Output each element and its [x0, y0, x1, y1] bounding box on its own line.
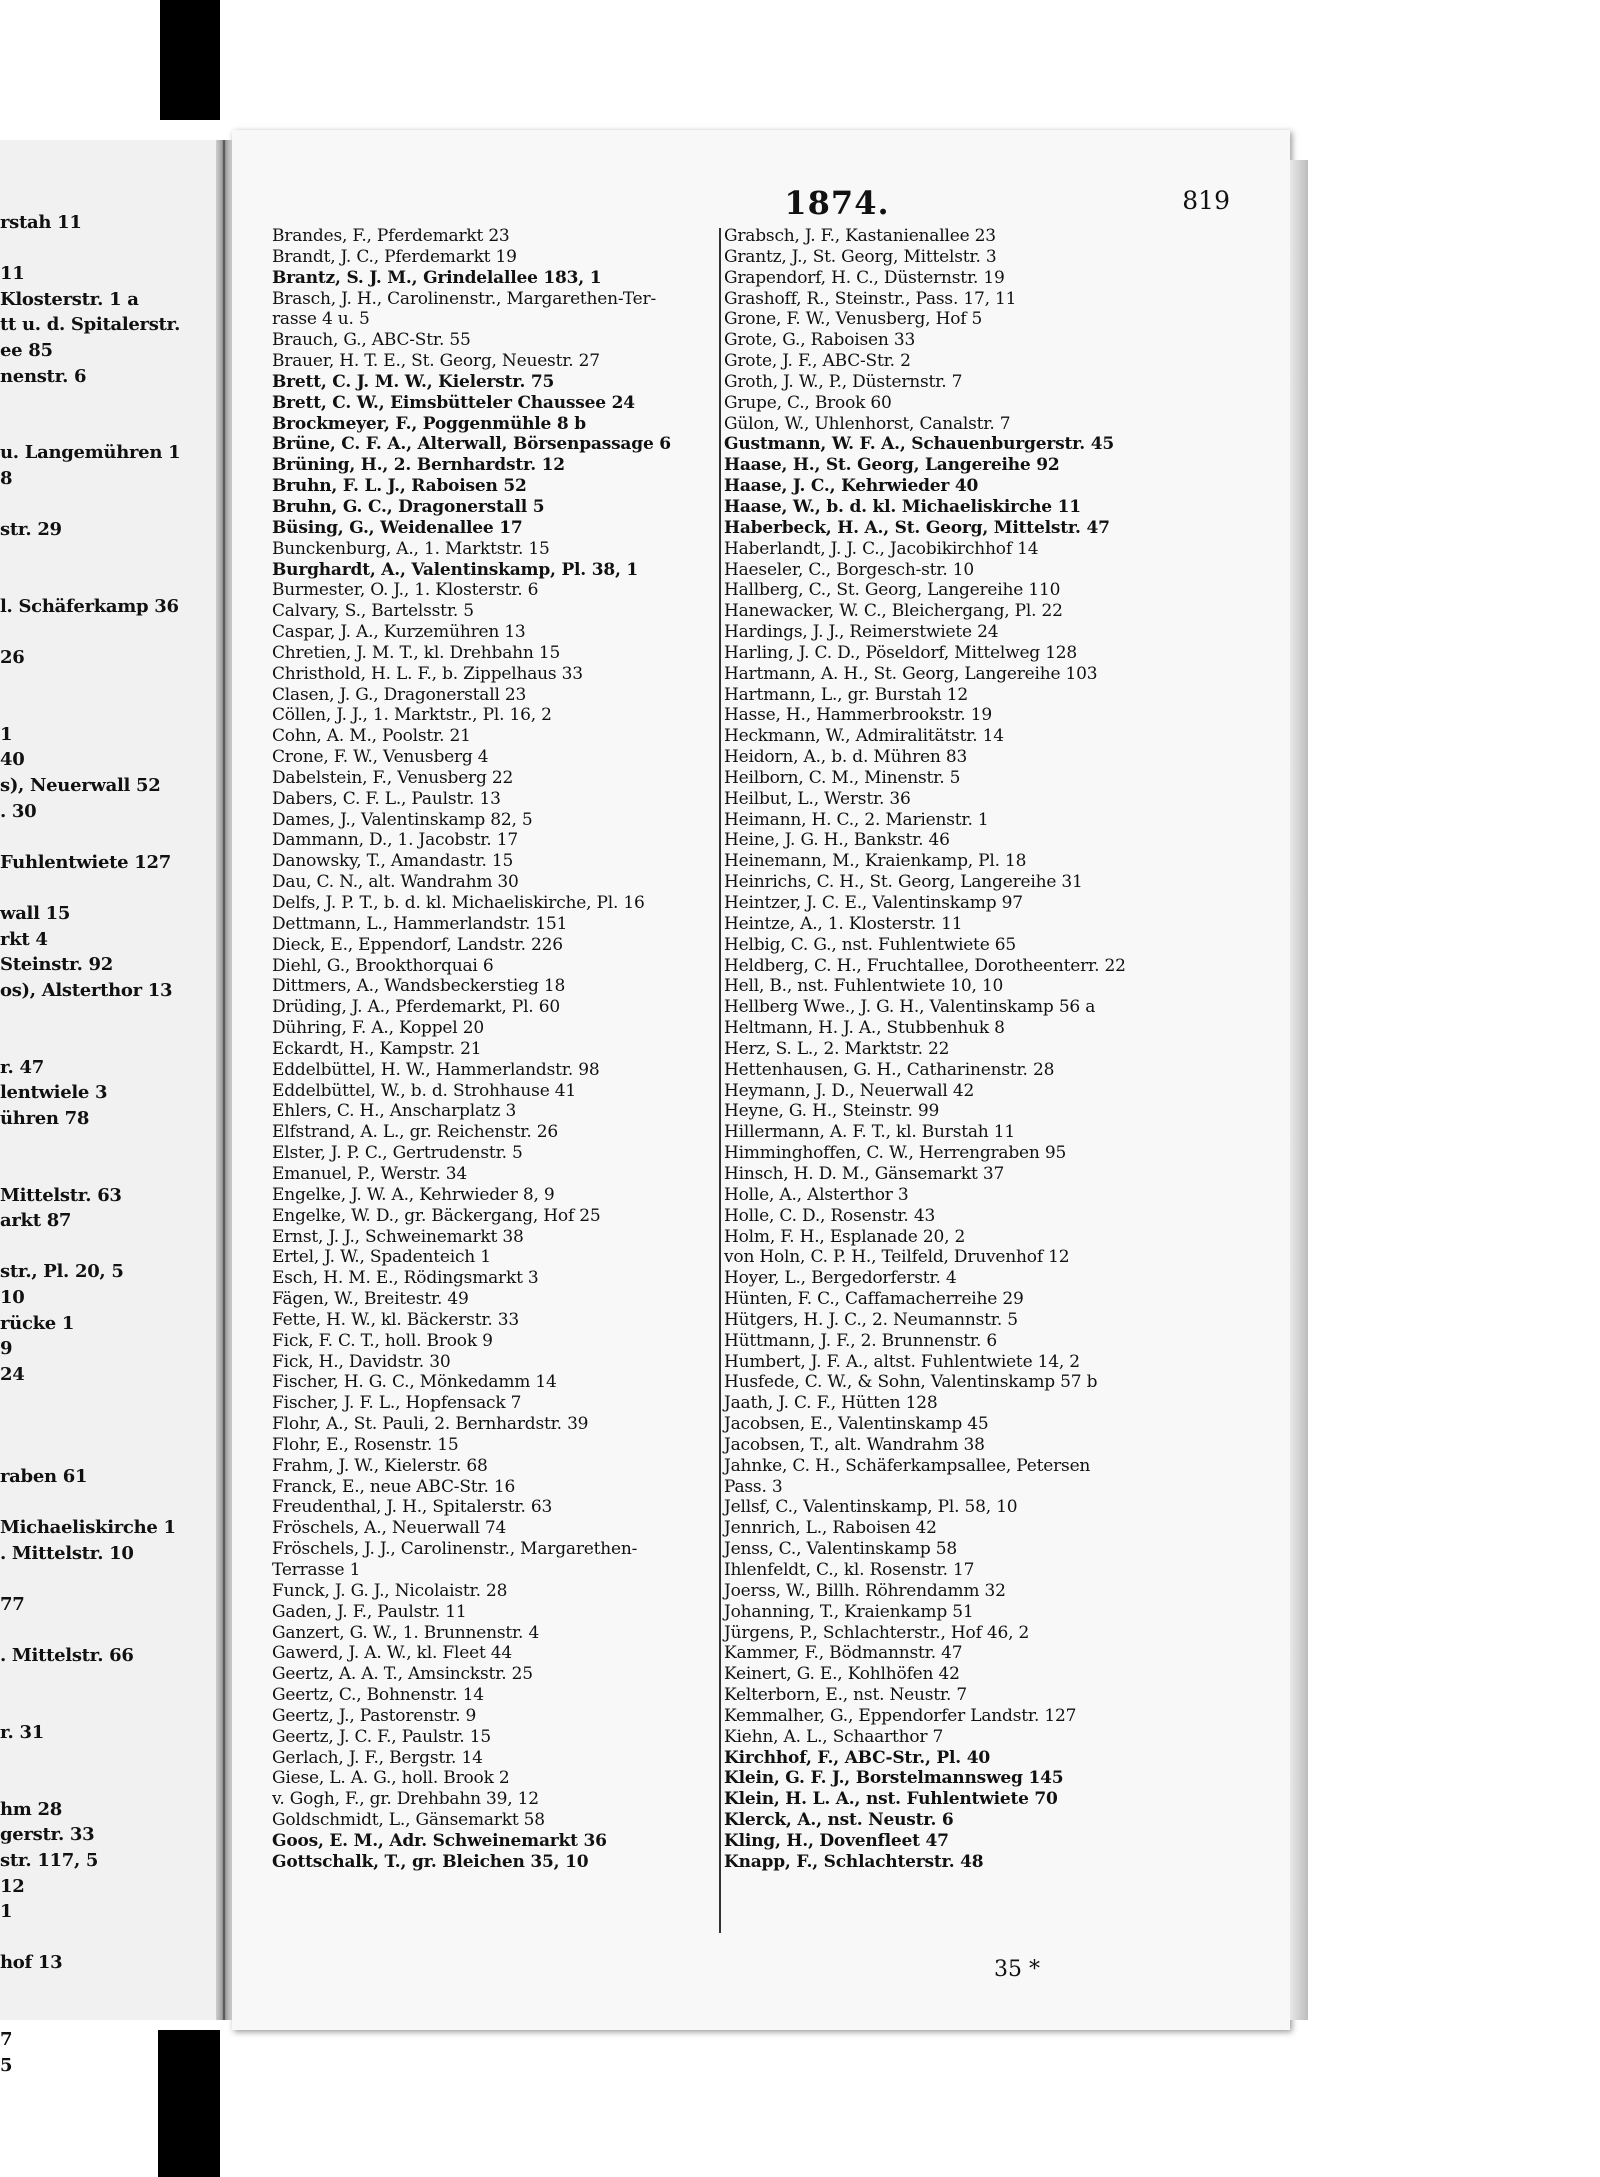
left-page-line: arkt 87 — [0, 1210, 72, 1232]
directory-entry: Terrasse 1 — [272, 1560, 361, 1580]
left-page-line: r. 31 — [0, 1722, 44, 1744]
directory-entry: Grone, F. W., Venusberg, Hof 5 — [724, 309, 983, 330]
left-page-line — [0, 568, 218, 594]
left-page-line — [0, 1490, 218, 1516]
left-page-line — [0, 1387, 218, 1413]
directory-entry: Fischer, J. F. L., Hopfensack 7 — [272, 1393, 522, 1414]
left-page-line: Steinstr. 92 — [0, 954, 113, 976]
directory-entry: Cohn, A. M., Poolstr. 21 — [272, 726, 471, 747]
left-page-line: l. Schäferkamp 36 — [0, 595, 179, 617]
directory-entry: Heidorn, A., b. d. Mühren 83 — [724, 747, 968, 768]
left-page-line: 24 — [0, 1363, 25, 1385]
directory-entry: Haeseler, C., Borgesch-str. 10 — [724, 559, 974, 580]
directory-entry: Danowsky, T., Amandastr. 15 — [272, 851, 514, 872]
directory-entry: Gustmann, W. F. A., Schauenburgerstr. 45 — [724, 434, 1114, 455]
directory-entry: Brüning, H., 2. Bernhardstr. 12 — [272, 455, 565, 476]
directory-entry: Engelke, J. W. A., Kehrwieder 8, 9 — [272, 1184, 555, 1205]
left-page-line: wall 15 — [0, 903, 71, 925]
left-page-line — [0, 1234, 218, 1260]
left-page-line: 1 — [0, 1901, 13, 1923]
directory-entry: Heymann, J. D., Neuerwall 42 — [724, 1080, 975, 1101]
left-page-line: 12 — [0, 1875, 25, 1897]
directory-entry: Hillermann, A. F. T., kl. Burstah 11 — [724, 1122, 1015, 1143]
directory-entry: Johanning, T., Kraienkamp 51 — [724, 1601, 974, 1622]
left-page-line — [0, 543, 218, 569]
directory-entry: Burmester, O. J., 1. Klosterstr. 6 — [272, 580, 539, 601]
left-page-lines — [0, 210, 218, 2078]
left-page-line — [0, 1771, 218, 1797]
left-page-line: Klosterstr. 1 a — [0, 288, 139, 310]
page-number: 819 — [1182, 186, 1230, 215]
directory-entry: Ihlenfeldt, C., kl. Rosenstr. 17 — [724, 1560, 975, 1580]
directory-page — [232, 130, 1290, 2030]
directory-entry: Clasen, J. G., Dragonerstall 23 — [272, 684, 527, 705]
directory-entry: Kirchhof, F., ABC-Str., Pl. 40 — [724, 1747, 990, 1768]
directory-entry: Ganzert, G. W., 1. Brunnenstr. 4 — [272, 1622, 540, 1643]
left-page-line: Mittelstr. 63 — [0, 1184, 122, 1206]
left-page-line — [0, 1439, 218, 1465]
directory-entry: Jaath, J. C. F., Hütten 128 — [724, 1393, 938, 1414]
directory-entry: Bruhn, F. L. J., Raboisen 52 — [272, 476, 527, 497]
directory-entry: Gaden, J. F., Paulstr. 11 — [272, 1601, 467, 1622]
left-page-line: hm 28 — [0, 1798, 62, 1820]
left-page-line: 11 — [0, 263, 25, 285]
directory-entry: Funck, J. G. J., Nicolaistr. 28 — [272, 1580, 508, 1601]
directory-entry: Dabelstein, F., Venusberg 22 — [272, 767, 514, 788]
left-page-line: 9 — [0, 1338, 13, 1360]
directory-entry: Giese, L. A. G., holl. Brook 2 — [272, 1768, 510, 1789]
directory-entry: Jennrich, L., Raboisen 42 — [724, 1518, 937, 1539]
directory-entry: Hüttmann, J. F., 2. Brunnenstr. 6 — [724, 1330, 997, 1351]
page-year-heading: 1874. — [784, 184, 890, 222]
directory-entry: Calvary, S., Bartelsstr. 5 — [272, 601, 474, 622]
left-page-line: Fuhlentwiete 127 — [0, 851, 171, 873]
left-page-line: rücke 1 — [0, 1312, 75, 1334]
directory-entry: Geertz, J. C. F., Paulstr. 15 — [272, 1726, 491, 1747]
directory-entry: Esch, H. M. E., Rödingsmarkt 3 — [272, 1268, 539, 1289]
left-page-line: 7 — [0, 2029, 13, 2051]
left-page-fragment — [0, 140, 218, 2076]
left-page-line: ühren 78 — [0, 1107, 90, 1129]
directory-entry: Flohr, E., Rosenstr. 15 — [272, 1434, 459, 1455]
directory-entry: Grupe, C., Brook 60 — [724, 392, 892, 413]
directory-entry: Goos, E. M., Adr. Schweinemarkt 36 — [272, 1830, 607, 1851]
left-page-line: ee 85 — [0, 339, 53, 361]
directory-entry: Flohr, A., St. Pauli, 2. Bernhardstr. 39 — [272, 1414, 589, 1435]
directory-entry: Heinemann, M., Kraienkamp, Pl. 18 — [724, 851, 1027, 872]
directory-entry: Husfede, C. W., & Sohn, Valentinskamp 57 b — [724, 1372, 1098, 1393]
directory-entry: Eddelbüttel, W., b. d. Strohhause 41 — [272, 1080, 577, 1101]
directory-entry: Brett, C. W., Eimsbütteler Chaussee 24 — [272, 392, 635, 413]
left-page-line: u. Langemühren 1 — [0, 442, 181, 464]
left-page-line — [0, 1413, 218, 1439]
directory-entry: Haberbeck, H. A., St. Georg, Mittelstr. 47 — [724, 517, 1110, 538]
directory-entry: Jenss, C., Valentinskamp 58 — [724, 1539, 958, 1560]
left-page-line — [0, 1566, 218, 1592]
directory-entry: Haase, J. C., Kehrwieder 40 — [724, 476, 979, 497]
directory-entry: Kling, H., Dovenfleet 47 — [724, 1830, 949, 1851]
directory-entry: Brauer, H. T. E., St. Georg, Neuestr. 27 — [272, 351, 600, 372]
directory-entry: Dau, C. N., alt. Wandrahm 30 — [272, 872, 519, 893]
directory-entry: Gawerd, J. A. W., kl. Fleet 44 — [272, 1643, 513, 1664]
directory-entry: rasse 4 u. 5 — [272, 309, 370, 330]
left-page-line — [0, 1618, 218, 1644]
directory-entry: Kiehn, A. L., Schaarthor 7 — [724, 1726, 944, 1747]
directory-entry: Grashoff, R., Steinstr., Pass. 17, 11 — [724, 288, 1017, 309]
left-page-line: os), Alsterthor 13 — [0, 979, 173, 1001]
left-page-line: 10 — [0, 1286, 25, 1308]
left-page-line: . Mittelstr. 10 — [0, 1542, 134, 1564]
left-page-line — [0, 620, 218, 646]
directory-entry: Dieck, E., Eppendorf, Landstr. 226 — [272, 934, 563, 955]
directory-entry: Pass. 3 — [724, 1476, 783, 1497]
directory-entry: Fägen, W., Breitestr. 49 — [272, 1289, 469, 1310]
book-gutter — [216, 140, 232, 2020]
directory-entry: Hinsch, H. D. M., Gänsemarkt 37 — [724, 1163, 1005, 1184]
left-page-line: Michaeliskirche 1 — [0, 1517, 176, 1539]
directory-entry: Caspar, J. A., Kurzemühren 13 — [272, 622, 526, 643]
directory-entry: Eddelbüttel, H. W., Hammerlandstr. 98 — [272, 1059, 600, 1080]
directory-entry: Heimann, H. C., 2. Marienstr. 1 — [724, 809, 989, 830]
directory-entry: Klerck, A., nst. Neustr. 6 — [724, 1810, 954, 1831]
directory-entry: Bunckenburg, A., 1. Marktstr. 15 — [272, 538, 550, 559]
directory-entry: Humbert, J. F. A., altst. Fuhlentwiete 14, 2 — [724, 1351, 1080, 1372]
directory-entry: Hütgers, H. J. C., 2. Neumannstr. 5 — [724, 1309, 1018, 1330]
directory-entry: Grote, G., Raboisen 33 — [724, 330, 916, 351]
directory-entry: Kemmalher, G., Eppendorfer Landstr. 127 — [724, 1705, 1077, 1726]
directory-entry: Heilbut, L., Werstr. 36 — [724, 788, 911, 809]
directory-entry: Geertz, A. A. T., Amsinckstr. 25 — [272, 1664, 533, 1685]
left-page-line: 26 — [0, 647, 25, 669]
directory-entry: Emanuel, P., Werstr. 34 — [272, 1163, 468, 1184]
directory-entry: Brett, C. J. M. W., Kielerstr. 75 — [272, 371, 555, 392]
left-page-line — [0, 1976, 218, 2002]
directory-entry: Gottschalk, T., gr. Bleichen 35, 10 — [272, 1851, 589, 1872]
directory-entry: Dabers, C. F. L., Paulstr. 13 — [272, 788, 501, 809]
directory-entry: Frahm, J. W., Kielerstr. 68 — [272, 1455, 488, 1476]
directory-entry: Grapendorf, H. C., Düsternstr. 19 — [724, 267, 1005, 288]
left-page-line — [0, 1694, 218, 1720]
directory-entry: Klein, H. L. A., nst. Fuhlentwiete 70 — [724, 1789, 1058, 1810]
left-page-line: 77 — [0, 1594, 25, 1616]
left-page-line — [0, 1669, 218, 1695]
directory-entry: Hanewacker, W. C., Bleichergang, Pl. 22 — [724, 601, 1063, 622]
directory-entry: Kammer, F., Bödmannstr. 47 — [724, 1643, 963, 1664]
directory-entry: Heldberg, C. H., Fruchtallee, Dorotheenterr. 22 — [724, 955, 1126, 976]
directory-entry: Diehl, G., Brookthorquai 6 — [272, 955, 494, 976]
left-page-line: . Mittelstr. 66 — [0, 1645, 134, 1667]
directory-entry: Heyne, G. H., Steinstr. 99 — [724, 1101, 940, 1122]
directory-entry: Fick, F. C. T., holl. Brook 9 — [272, 1330, 493, 1351]
directory-entry: Hoyer, L., Bergedorferstr. 4 — [724, 1268, 957, 1289]
left-page-line — [0, 1925, 218, 1951]
left-page-line: str., Pl. 20, 5 — [0, 1261, 124, 1283]
directory-entry: Cöllen, J. J., 1. Marktstr., Pl. 16, 2 — [272, 705, 552, 726]
directory-entry: Brantz, S. J. M., Grindelallee 183, 1 — [272, 267, 602, 288]
directory-entry: Hell, B., nst. Fuhlentwiete 10, 10 — [724, 976, 1004, 997]
directory-entry: Brockmeyer, F., Poggenmühle 8 b — [272, 413, 586, 434]
left-page-line: gerstr. 33 — [0, 1824, 95, 1846]
directory-entry: Jahnke, C. H., Schäferkampsallee, Petersen — [724, 1455, 1091, 1476]
binding-tape-top — [160, 0, 220, 120]
directory-entry: Brüne, C. F. A., Alterwall, Börsenpassage 6 — [272, 434, 671, 455]
directory-entry: Delfs, J. P. T., b. d. kl. Michaeliskirche, Pl. 16 — [272, 893, 645, 913]
directory-entry: Helbig, C. G., nst. Fuhlentwiete 65 — [724, 934, 1016, 955]
directory-entry: Fröschels, J. J., Carolinenstr., Margarethen- — [272, 1539, 638, 1560]
directory-entry: Hettenhausen, G. H., Catharinenstr. 28 — [724, 1059, 1055, 1080]
directory-entry: Dammann, D., 1. Jacobstr. 17 — [272, 830, 518, 851]
directory-entry: Holm, F. H., Esplanade 20, 2 — [724, 1226, 966, 1247]
directory-entry: Hasse, H., Hammerbrookstr. 19 — [724, 705, 992, 726]
left-page-line: rstah 11 — [0, 212, 82, 233]
left-page-line: 5 — [0, 2054, 13, 2076]
directory-entry: Hardings, J. J., Reimerstwiete 24 — [724, 622, 999, 643]
directory-entry: Haase, H., St. Georg, Langereihe 92 — [724, 455, 1060, 476]
left-column — [272, 226, 752, 1873]
right-column — [724, 226, 1244, 1873]
directory-entry: Burghardt, A., Valentinskamp, Pl. 38, 1 — [272, 559, 639, 580]
directory-entry: Hellberg Wwe., J. G. H., Valentinskamp 56 a — [724, 997, 1096, 1018]
directory-entry: Brandt, J. C., Pferdemarkt 19 — [272, 246, 517, 267]
directory-entry: Jacobsen, T., alt. Wandrahm 38 — [724, 1434, 985, 1455]
left-page-line — [0, 389, 218, 415]
directory-entry: Gerlach, J. F., Bergstr. 14 — [272, 1747, 483, 1768]
directory-entry: Grabsch, J. F., Kastanienallee 23 — [724, 226, 996, 246]
left-page-line — [0, 1746, 218, 1772]
directory-entry: Goldschmidt, L., Gänsemarkt 58 — [272, 1810, 545, 1831]
left-page-line: rkt 4 — [0, 928, 48, 950]
left-page-line — [0, 1131, 218, 1157]
directory-entry: Ernst, J. J., Schweinemarkt 38 — [272, 1226, 524, 1247]
directory-entry: Brauch, G., ABC-Str. 55 — [272, 330, 471, 351]
directory-entry: Engelke, W. D., gr. Bäckergang, Hof 25 — [272, 1205, 601, 1226]
directory-entry: Heintzer, J. C. E., Valentinskamp 97 — [724, 893, 1023, 913]
directory-entry: Heinrichs, C. H., St. Georg, Langereihe 31 — [724, 872, 1083, 893]
directory-entry: Christhold, H. L. F., b. Zippelhaus 33 — [272, 663, 583, 684]
directory-entry: Harling, J. C. D., Pöseldorf, Mittelweg 128 — [724, 642, 1078, 663]
directory-entry: Herz, S. L., 2. Marktstr. 22 — [724, 1038, 950, 1059]
directory-entry: Haase, W., b. d. kl. Michaeliskirche 11 — [724, 496, 1081, 517]
directory-entry: Hartmann, A. H., St. Georg, Langereihe 103 — [724, 663, 1098, 684]
directory-entry: Gülon, W., Uhlenhorst, Canalstr. 7 — [724, 413, 1011, 434]
left-page-line: tt u. d. Spitalerstr. — [0, 314, 181, 336]
directory-entry: Fischer, H. G. C., Mönkedamm 14 — [272, 1372, 557, 1393]
directory-entry: Heltmann, H. J. A., Stubbenhuk 8 — [724, 1018, 1005, 1039]
directory-entry: Ehlers, C. H., Anscharplatz 3 — [272, 1101, 517, 1122]
directory-entry: Brasch, J. H., Carolinenstr., Margarethen-Ter- — [272, 288, 657, 309]
left-page-line: s), Neuerwall 52 — [0, 775, 161, 797]
directory-entry: Fette, H. W., kl. Bäckerstr. 33 — [272, 1309, 520, 1330]
left-page-line: 1 — [0, 723, 13, 745]
directory-entry: Holle, A., Alsterthor 3 — [724, 1184, 909, 1205]
directory-entry: Brandes, F., Pferdemarkt 23 — [272, 226, 510, 246]
directory-entry: Hallberg, C., St. Georg, Langereihe 110 — [724, 580, 1061, 601]
directory-entry: Keinert, G. E., Kohlhöfen 42 — [724, 1664, 960, 1685]
left-page-line — [0, 1029, 218, 1055]
left-page-line — [0, 696, 218, 722]
directory-entry: Jacobsen, E., Valentinskamp 45 — [724, 1414, 989, 1435]
directory-entry: Bruhn, G. C., Dragonerstall 5 — [272, 496, 545, 517]
directory-entry: Fröschels, A., Neuerwall 74 — [272, 1518, 507, 1539]
directory-entry: Dettmann, L., Hammerlandstr. 151 — [272, 913, 568, 934]
directory-entry: Grantz, J., St. Georg, Mittelstr. 3 — [724, 246, 997, 267]
directory-entry: Joerss, W., Billh. Röhrendamm 32 — [724, 1580, 1006, 1601]
left-page-line: . 30 — [0, 800, 37, 822]
column-divider — [719, 228, 721, 1933]
left-page-line — [0, 1003, 218, 1029]
directory-entry: Haberlandt, J. J. C., Jacobikirchhof 14 — [724, 538, 1039, 559]
directory-entry: Heckmann, W., Admiralitätstr. 14 — [724, 726, 1004, 747]
left-page-line: str. 29 — [0, 519, 62, 541]
left-page-line: lentwiele 3 — [0, 1082, 108, 1104]
directory-entry: Eckardt, H., Kampstr. 21 — [272, 1038, 482, 1059]
directory-entry: Heilborn, C. M., Minenstr. 5 — [724, 767, 961, 788]
directory-entry: Jellsf, C., Valentinskamp, Pl. 58, 10 — [724, 1497, 1018, 1518]
left-page-line — [0, 2002, 218, 2028]
left-page-line — [0, 824, 218, 850]
left-page-line — [0, 671, 218, 697]
left-page-line — [0, 1157, 218, 1183]
directory-entry: Jürgens, P., Schlachterstr., Hof 46, 2 — [724, 1622, 1030, 1643]
directory-entry: Geertz, C., Bohnenstr. 14 — [272, 1685, 484, 1706]
left-page-line — [0, 236, 218, 262]
directory-entry: v. Gogh, F., gr. Drehbahn 39, 12 — [272, 1789, 539, 1810]
directory-entry: Dittmers, A., Wandsbeckerstieg 18 — [272, 976, 566, 997]
directory-entry: Hünten, F. C., Caffamacherreihe 29 — [724, 1289, 1024, 1310]
directory-entry: Ertel, J. W., Spadenteich 1 — [272, 1247, 491, 1268]
left-page-line — [0, 415, 218, 441]
directory-entry: Dames, J., Valentinskamp 82, 5 — [272, 809, 533, 830]
left-page-line: raben 61 — [0, 1466, 88, 1488]
directory-entry: Holle, C. D., Rosenstr. 43 — [724, 1205, 936, 1226]
directory-entry: Groth, J. W., P., Düsternstr. 7 — [724, 371, 963, 392]
directory-entry: Hartmann, L., gr. Burstah 12 — [724, 684, 968, 705]
directory-entry: Franck, E., neue ABC-Str. 16 — [272, 1476, 516, 1497]
left-page-line: nenstr. 6 — [0, 365, 87, 387]
directory-entry: Kelterborn, E., nst. Neustr. 7 — [724, 1685, 968, 1706]
directory-entry: Büsing, G., Weidenallee 17 — [272, 517, 523, 538]
left-page-line: str. 117, 5 — [0, 1850, 99, 1871]
left-page-line — [0, 492, 218, 518]
left-page-line: r. 47 — [0, 1056, 44, 1078]
directory-entry: Elfstrand, A. L., gr. Reichenstr. 26 — [272, 1122, 558, 1143]
directory-entry: Himminghoffen, C. W., Herrengraben 95 — [724, 1143, 1067, 1164]
directory-entry: Freudenthal, J. H., Spitalerstr. 63 — [272, 1497, 553, 1518]
left-page-line: 40 — [0, 749, 25, 771]
directory-entry: Klein, G. F. J., Borstelmannsweg 145 — [724, 1768, 1064, 1789]
directory-entry: von Holn, C. P. H., Teilfeld, Druvenhof 12 — [724, 1247, 1070, 1268]
directory-entry: Chretien, J. M. T., kl. Drehbahn 15 — [272, 642, 561, 663]
page-edge — [1290, 160, 1308, 2020]
signature-mark: 35 * — [994, 1957, 1040, 1982]
directory-entry: Geertz, J., Pastorenstr. 9 — [272, 1705, 477, 1726]
directory-entry: Dühring, F. A., Koppel 20 — [272, 1018, 484, 1039]
directory-entry: Heintze, A., 1. Klosterstr. 11 — [724, 913, 963, 934]
directory-entry: Fick, H., Davidstr. 30 — [272, 1351, 451, 1372]
left-page-line: hof 13 — [0, 1952, 63, 1974]
left-page-line: 8 — [0, 467, 13, 489]
left-page-line — [0, 875, 218, 901]
directory-entry: Grote, J. F., ABC-Str. 2 — [724, 351, 911, 372]
directory-entry: Heine, J. G. H., Bankstr. 46 — [724, 830, 950, 851]
directory-entry: Drüding, J. A., Pferdemarkt, Pl. 60 — [272, 997, 560, 1018]
directory-entry: Elster, J. P. C., Gertrudenstr. 5 — [272, 1143, 523, 1164]
directory-entry: Knapp, F., Schlachterstr. 48 — [724, 1851, 984, 1872]
directory-entry: Crone, F. W., Venusberg 4 — [272, 747, 489, 768]
